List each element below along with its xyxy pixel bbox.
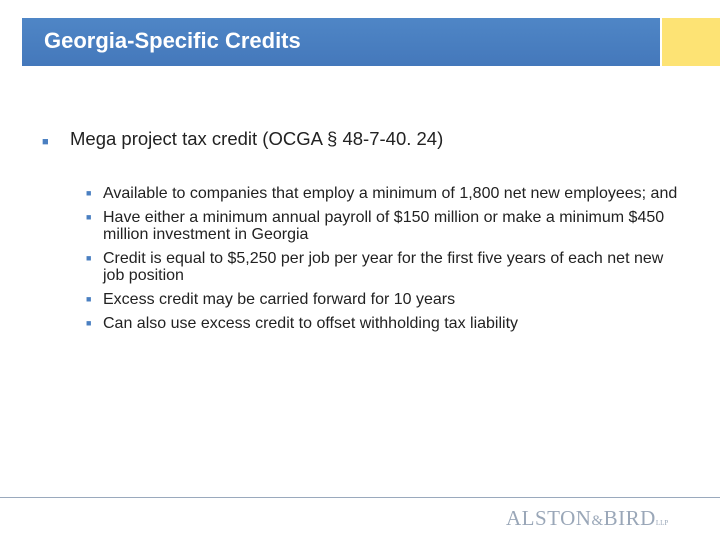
- footer-divider: [0, 497, 720, 498]
- logo-part2: BIRD: [603, 506, 656, 530]
- company-logo: [506, 506, 668, 531]
- slide-title: Georgia-Specific Credits: [44, 28, 301, 53]
- square-bullet-icon: ■: [86, 253, 92, 263]
- sub-bullet-text: Can also use excess credit to offset withholding tax liability: [103, 315, 519, 332]
- list-item: [86, 250, 686, 284]
- sub-bullet-list: [86, 185, 686, 339]
- list-item: [86, 315, 686, 332]
- main-bullet-item: [42, 128, 682, 150]
- sub-bullet-text: Excess credit may be carried forward for 10 years: [103, 291, 456, 308]
- list-item: [86, 209, 686, 243]
- square-bullet-icon: ■: [86, 318, 92, 328]
- main-bullet-text: Mega project tax credit (OCGA § 48-7-40. 24): [70, 128, 444, 149]
- sub-bullet-text: Available to companies that employ a minimum of 1,800 net new employees; and: [103, 185, 678, 202]
- sub-bullet-text: Credit is equal to $5,250 per job per year for the first five years of each net new job position: [103, 250, 664, 284]
- logo-ampersand: &: [591, 513, 604, 529]
- square-bullet-icon: ■: [42, 136, 49, 148]
- list-item: [86, 185, 686, 202]
- square-bullet-icon: ■: [86, 188, 92, 198]
- sub-bullet-text: Have either a minimum annual payroll of $150 million or make a minimum $450 million investment in Georgia: [103, 209, 665, 243]
- logo-part1: ALSTON: [506, 506, 592, 530]
- list-item: [86, 291, 686, 308]
- title-bar: [22, 18, 660, 66]
- logo-suffix: LLP: [655, 519, 669, 527]
- accent-square: [662, 18, 720, 66]
- square-bullet-icon: ■: [86, 212, 92, 222]
- square-bullet-icon: ■: [86, 294, 92, 304]
